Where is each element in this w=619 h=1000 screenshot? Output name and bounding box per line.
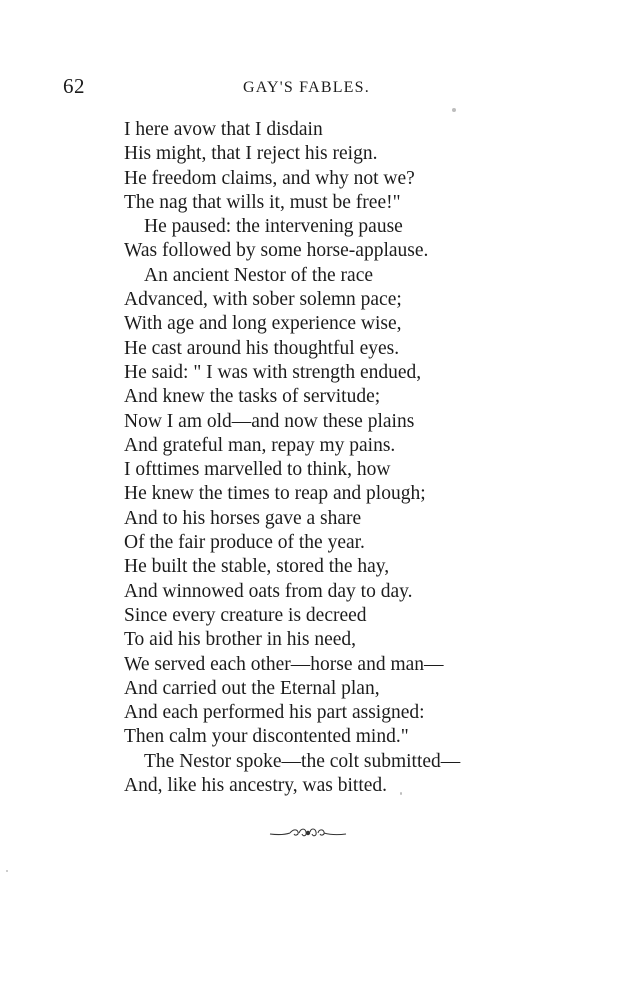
poem-line: Then calm your discontented mind." xyxy=(124,726,409,748)
poem-line: Now I am old—and now these plains xyxy=(124,410,415,432)
poem-line: He cast around his thoughtful eyes. xyxy=(124,337,400,359)
poem-line: And each performed his part assigned: xyxy=(124,702,425,724)
end-flourish-icon xyxy=(268,826,348,840)
paper-speck xyxy=(400,792,402,795)
poem-line: And carried out the Eternal plan, xyxy=(124,677,380,699)
poem-line: And grateful man, repay my pains. xyxy=(124,434,396,456)
poem-line: And knew the tasks of servitude; xyxy=(124,386,381,408)
poem-line: He freedom claims, and why not we? xyxy=(124,167,415,189)
poem-line: An ancient Nestor of the race xyxy=(144,264,374,286)
poem-line: To aid his brother in his need, xyxy=(124,629,357,651)
poem-line: And to his horses gave a share xyxy=(124,507,362,529)
poem-line: Was followed by some horse-applause. xyxy=(124,240,429,262)
poem-line: Advanced, with sober solemn pace; xyxy=(124,289,402,311)
poem-line: He knew the times to reap and plough; xyxy=(124,483,426,505)
paper-speck xyxy=(452,108,456,112)
poem-line: The Nestor spoke—the colt submitted— xyxy=(144,750,461,772)
poem-line: He paused: the intervening pause xyxy=(144,216,403,238)
running-title: GAY'S FABLES. xyxy=(243,79,370,96)
paper-speck xyxy=(6,870,8,872)
poem-line: He said: " I was with strength endued, xyxy=(124,361,422,383)
poem-line: And winnowed oats from day to day. xyxy=(124,580,413,602)
poem-line: Since every creature is decreed xyxy=(124,604,367,626)
poem-line: And, like his ancestry, was bitted. xyxy=(124,775,388,797)
page-number: 62 xyxy=(63,74,85,98)
poem-line: I here avow that I disdain xyxy=(124,119,323,140)
poem-line: With age and long experience wise, xyxy=(124,313,402,335)
poem-body xyxy=(124,118,504,798)
poem-line: His might, that I reject his reign. xyxy=(124,143,378,165)
poem-line: He built the stable, stored the hay, xyxy=(124,556,390,578)
poem-line: We served each other—horse and man— xyxy=(124,653,444,675)
poem-line: The nag that wills it, must be free!" xyxy=(124,191,401,213)
poem-line: Of the fair produce of the year. xyxy=(124,532,365,554)
poem-line: I ofttimes marvelled to think, how xyxy=(124,459,391,481)
